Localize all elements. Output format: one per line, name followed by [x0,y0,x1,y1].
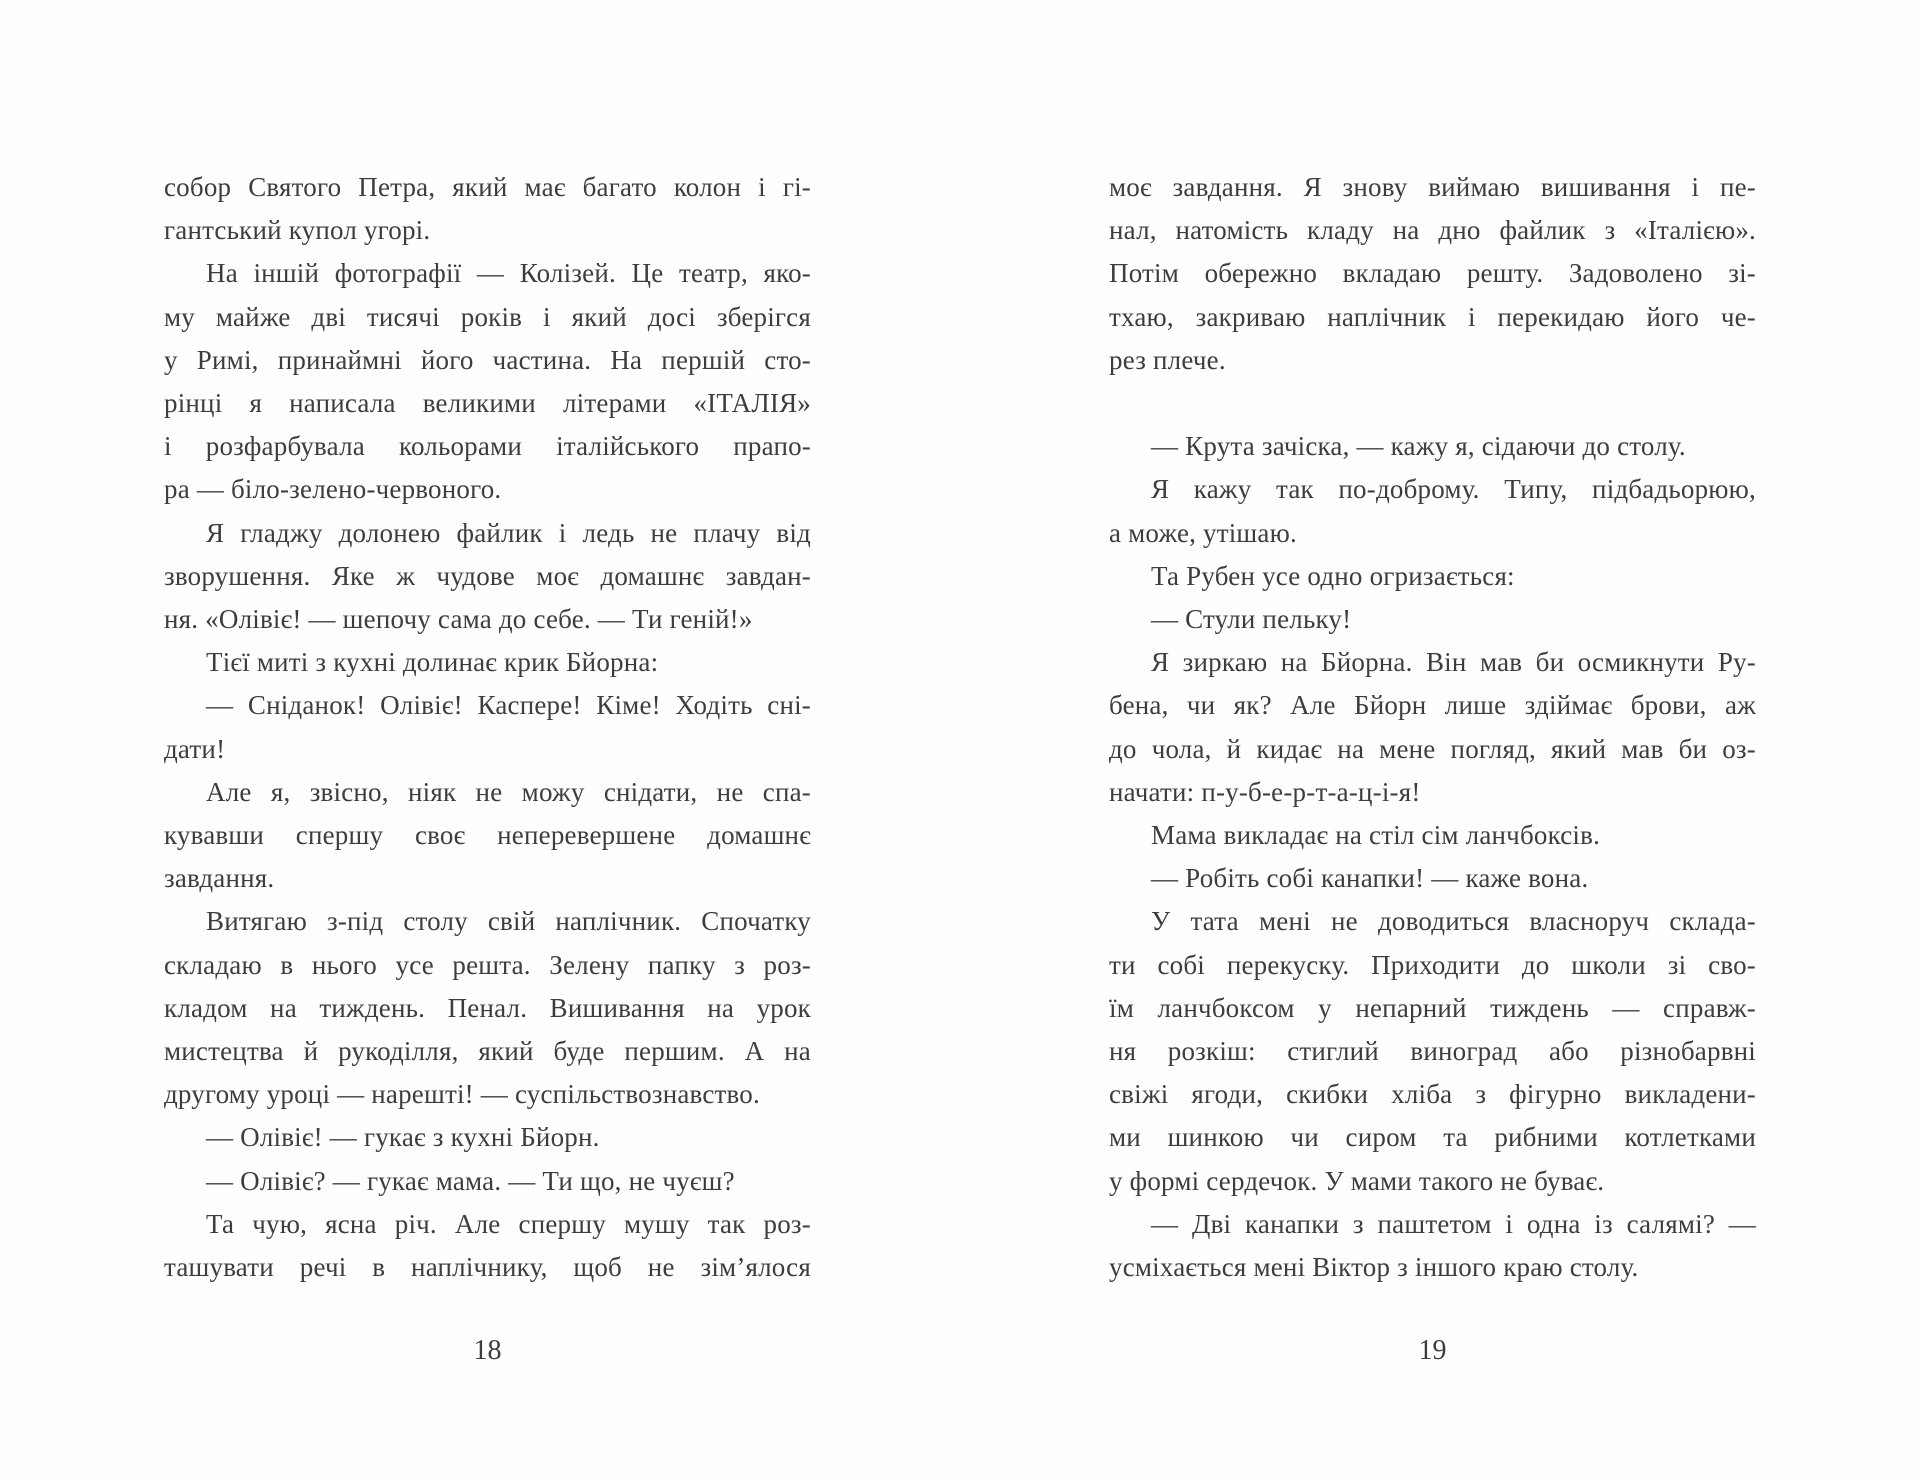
page-number-right: 19 [1418,1335,1447,1366]
text-line: Але я, звісно, ніяк не можу снідати, не спа- [206,776,811,807]
text-line: кладом на тиждень. Пенал. Вишивання на урок [164,992,811,1023]
text-line: мистецтва й рукоділля, який буде першим. А на [164,1036,811,1067]
text-line: ти собі перекуску. Приходити до школи зі сво- [1109,949,1756,980]
text-line: ня розкіш: стиглий виноград або різнобарвні [1109,1036,1756,1067]
text-line: — Стули пельку! [1151,604,1352,635]
text-column-right [1109,166,1756,1289]
text-line: бена, чи як? Але Бйорн лише здіймає брови, аж [1109,690,1756,721]
text-line: гантський купол угорі. [164,215,431,246]
text-line: — Крута зачіска, — кажу я, сідаючи до столу. [1151,431,1686,462]
text-line: Я зиркаю на Бйорна. Він мав би осмикнути Ру- [1151,647,1756,678]
text-line: — Олівіє? — гукає мама. — Ти що, не чуєш? [206,1165,735,1196]
text-line: ми шинкою чи сиром та рибними котлетками [1109,1122,1756,1153]
text-line: — Олівіє! — гукає з кухні Бйорн. [206,1122,600,1153]
text-line: зворушення. Яке ж чудове моє домашнє завдан- [164,560,811,591]
text-column-left [164,166,811,1289]
text-line: — Робіть собі канапки! — каже вона. [1151,863,1589,894]
text-line: у формі сердечок. У мами такого не буває. [1109,1165,1605,1196]
text-line: складаю в нього усе решта. Зелену папку з роз- [164,949,811,980]
text-line: Та чую, ясна річ. Але спершу мушу так роз- [206,1208,811,1239]
text-line: собор Святого Петра, який має багато колон і гі- [164,172,811,202]
text-line: завдання. [164,863,275,894]
scene-break [1109,382,1756,425]
text-line: у Римі, принаймні його частина. На першій сто- [164,344,811,375]
text-line: Та Рубен усе одно огризається: [1151,560,1515,591]
text-line: і розфарбувала кольорами італійського прапо- [164,431,811,462]
page-right [960,0,1920,1477]
text-line: а може, утішаю. [1109,517,1297,548]
text-line: У тата мені не доводиться власноруч склада- [1151,906,1756,937]
text-line: свіжі ягоди, скибки хліба з фігурно викладени- [1109,1079,1756,1110]
text-line: їм ланчбоксом у непарний тиждень — справж- [1109,992,1756,1023]
text-line: моє завдання. Я знову виймаю вишивання і пе- [1109,172,1756,202]
text-line: другому уроці — нарешті! — суспільствознавство. [164,1079,760,1110]
text-line: ра — біло-зелено-червоного. [164,474,502,505]
page-number-left: 18 [473,1335,502,1366]
text-line: Витягаю з-під столу свій наплічник. Спочатку [206,906,811,937]
text-line: Потім обережно вкладаю решту. Задоволено зі- [1109,258,1756,289]
text-line: рез плече. [1109,344,1226,375]
text-line: — Дві канапки з паштетом і одна із салямі? — [1151,1208,1756,1239]
text-line: тхаю, закриваю наплічник і перекидаю його че- [1109,301,1756,332]
text-line: до чола, й кидає на мене погляд, який мав би оз- [1109,733,1756,764]
text-line: ня. «Олівіє! — шепочу сама до себе. — Ти геній!» [164,604,753,635]
text-line: Я кажу так по-доброму. Типу, підбадьорюю, [1151,474,1756,505]
text-line: На іншій фотографії — Колізей. Це театр, яко- [206,258,811,289]
text-line: му майже дві тисячі років і який досі зберігся [164,301,811,332]
text-line: кувавши спершу своє неперевершене домашнє [164,820,811,851]
text-line: — Сніданок! Олівіє! Каспере! Кіме! Ходіть сні- [206,690,811,721]
text-line: ташувати речі в наплічнику, щоб не зім’ялося [164,1252,811,1283]
text-line: Я гладжу долонею файлик і ледь не плачу від [206,517,811,548]
text-line: нал, натомість кладу на дно файлик з «Італією». [1109,215,1756,246]
text-line: рінці я написала великими літерами «ІТАЛІЯ» [164,388,811,419]
text-line: Тієї миті з кухні долинає крик Бйорна: [206,647,659,678]
text-line: Мама викладає на стіл сім ланчбоксів. [1151,820,1601,851]
text-line: дати! [164,733,226,764]
text-line: усміхається мені Віктор з іншого краю столу. [1109,1252,1639,1283]
text-line: начати: п-у-б-е-р-т-а-ц-і-я! [1109,776,1421,807]
